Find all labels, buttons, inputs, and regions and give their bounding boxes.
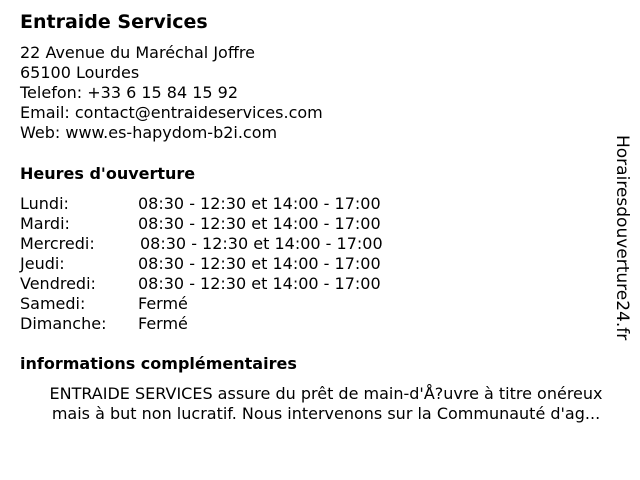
info-line: mais à but non lucratif. Nous intervenons sur la Communauté d'ag...: [51, 404, 601, 423]
website: Web: www.es-hapydom-b2i.com: [20, 123, 278, 142]
hours-row-sunday: [20, 314, 440, 334]
day-hours: 08:30 - 12:30 et 14:00 - 17:00: [140, 234, 383, 253]
address-city: 65100 Lourdes: [20, 63, 140, 82]
info-heading: informations complémentaires: [20, 354, 297, 373]
day-label: Jeudi:: [20, 254, 65, 273]
hours-row-tuesday: [20, 214, 440, 234]
day-hours: 08:30 - 12:30 et 14:00 - 17:00: [138, 274, 381, 293]
business-name: Entraide Services: [20, 11, 208, 33]
day-label: Mercredi:: [20, 234, 95, 253]
day-label: Samedi:: [20, 294, 86, 313]
info-description: [20, 384, 632, 424]
day-label: Lundi:: [20, 194, 69, 213]
day-hours: Fermé: [138, 314, 188, 333]
day-label: Dimanche:: [20, 314, 107, 333]
site-watermark: Horairesdouverture24.fr: [612, 135, 632, 341]
hours-row-monday: [20, 194, 440, 214]
contact-block: [20, 43, 323, 143]
day-hours: 08:30 - 12:30 et 14:00 - 17:00: [138, 214, 381, 233]
email-address: Email: contact@entraideservices.com: [20, 103, 323, 122]
phone-number: Telefon: +33 6 15 84 15 92: [20, 83, 239, 102]
address-street: 22 Avenue du Maréchal Joffre: [20, 43, 255, 62]
hours-row-friday: [20, 274, 440, 294]
hours-table: [20, 194, 440, 334]
day-hours: Fermé: [138, 294, 188, 313]
day-label: Mardi:: [20, 214, 70, 233]
hours-row-saturday: [20, 294, 440, 314]
day-hours: 08:30 - 12:30 et 14:00 - 17:00: [138, 194, 381, 213]
info-line: ENTRAIDE SERVICES assure du prêt de main-d'Å?uvre à titre onéreux: [49, 384, 603, 403]
day-hours: 08:30 - 12:30 et 14:00 - 17:00: [138, 254, 381, 273]
hours-row-thursday: [20, 254, 440, 274]
hours-row-wednesday: [20, 234, 440, 254]
hours-heading: Heures d'ouverture: [20, 164, 196, 183]
day-label: Vendredi:: [20, 274, 96, 293]
